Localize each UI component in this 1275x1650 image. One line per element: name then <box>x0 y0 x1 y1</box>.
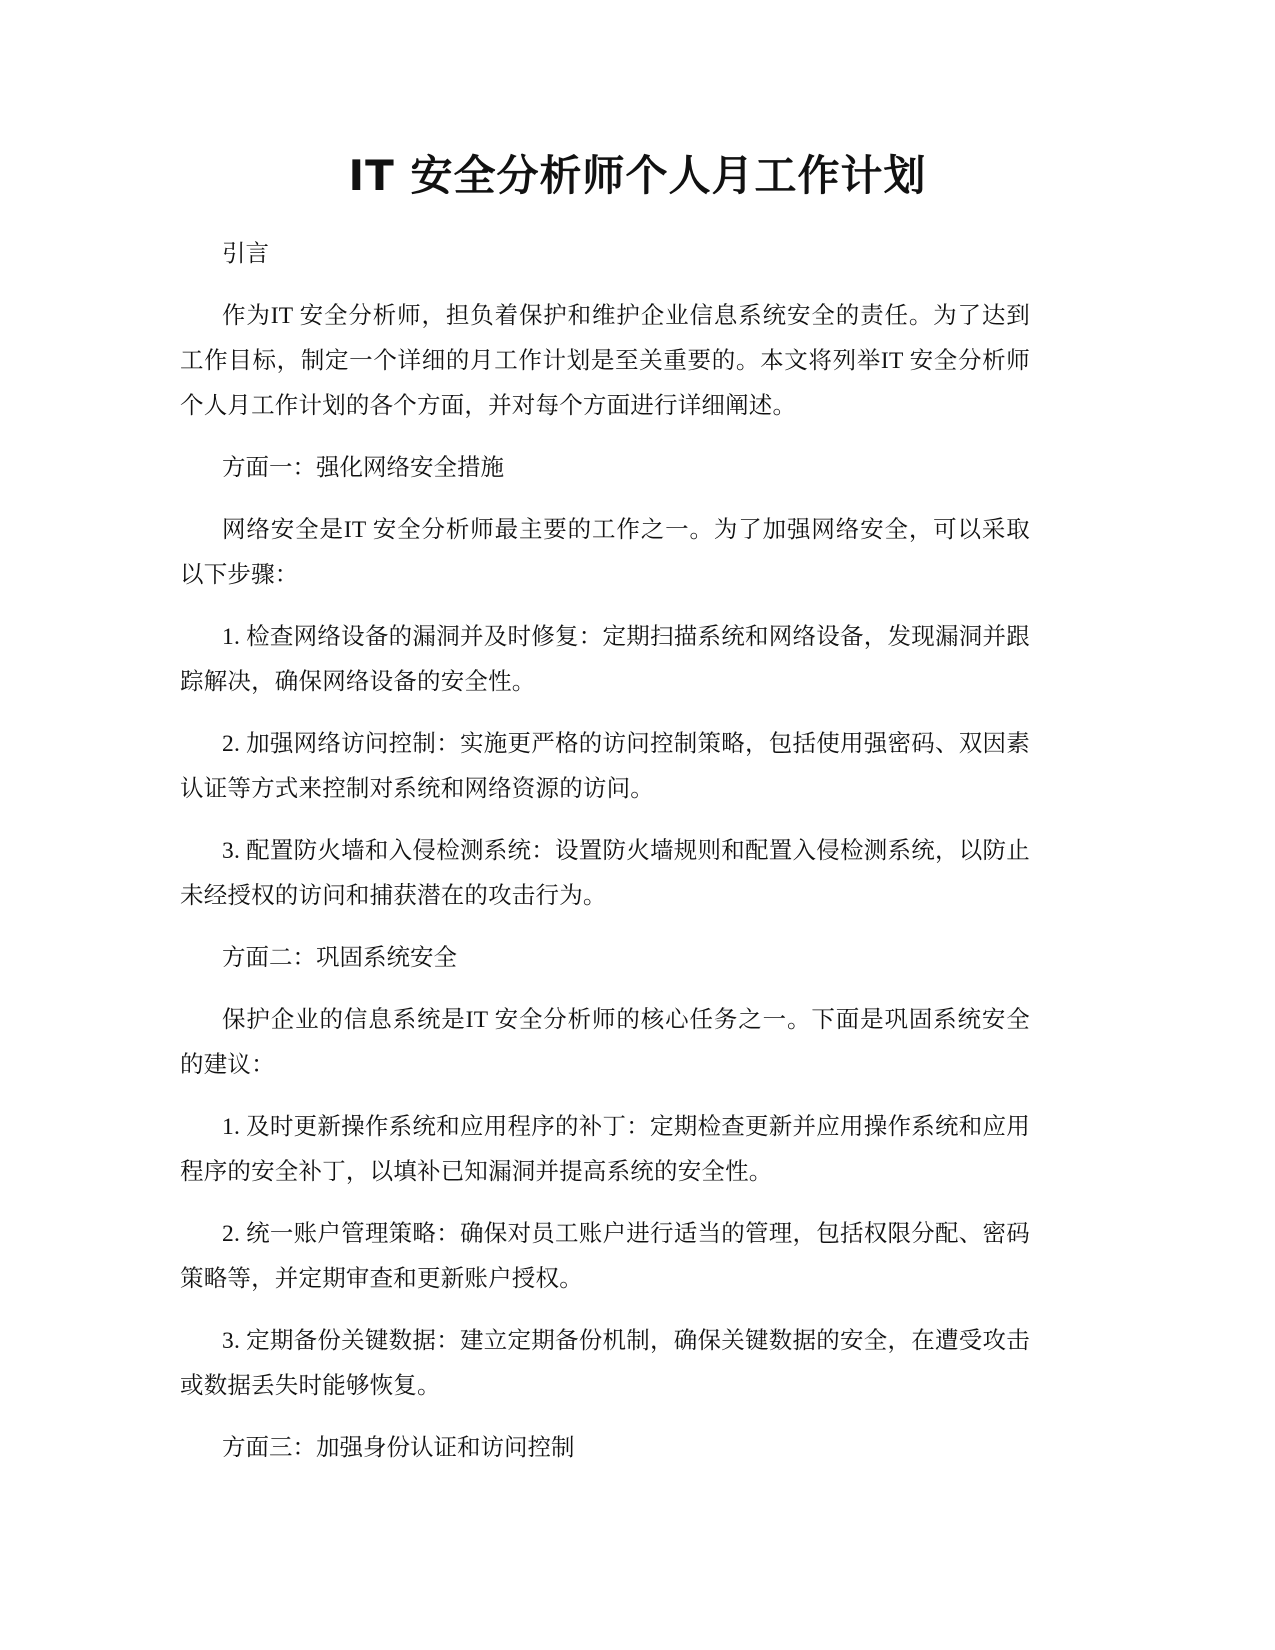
list-item-system-1: 1. 及时更新操作系统和应用程序的补丁：定期检查更新并应用操作系统和应用程序的安全补丁，以填补已知漏洞并提高系统的安全性。 <box>180 1114 1030 1185</box>
list-item-network-3: 3. 配置防火墙和入侵检测系统：设置防火墙规则和配置入侵检测系统，以防止未经授权的访问和捕获潜在的攻击行为。 <box>180 838 1030 909</box>
section-heading-system-security: 方面二：巩固系统安全 <box>222 945 457 971</box>
section-heading-identity-access: 方面三：加强身份认证和访问控制 <box>222 1435 575 1461</box>
section-heading-intro: 引言 <box>222 241 269 267</box>
paragraph-system-security-intro: 保护企业的信息系统是IT 安全分析师的核心任务之一。下面是巩固系统安全的建议： <box>180 1007 1030 1078</box>
list-item-network-2: 2. 加强网络访问控制：实施更严格的访问控制策略，包括使用强密码、双因素认证等方式来控制对系统和网络资源的访问。 <box>180 731 1030 802</box>
paragraph-network-security-intro: 网络安全是IT 安全分析师最主要的工作之一。为了加强网络安全，可以采取以下步骤： <box>180 517 1030 588</box>
document-body <box>180 232 1030 1488</box>
document-title: IT 安全分析师个人月工作计划 <box>348 151 927 200</box>
list-item-system-2: 2. 统一账户管理策略：确保对员工账户进行适当的管理，包括权限分配、密码策略等，并定期审查和更新账户授权。 <box>180 1221 1030 1292</box>
paragraph-intro: 作为IT 安全分析师，担负着保护和维护企业信息系统安全的责任。为了达到工作目标，制定一个详细的月工作计划是至关重要的。本文将列举IT 安全分析师个人月工作计划的各个方面，并对每个方面进行详细阐述。 <box>180 303 1030 419</box>
list-item-network-1: 1. 检查网络设备的漏洞并及时修复：定期扫描系统和网络设备，发现漏洞并跟踪解决，确保网络设备的安全性。 <box>180 624 1030 695</box>
section-heading-network-security: 方面一：强化网络安全措施 <box>222 455 504 481</box>
list-item-system-3: 3. 定期备份关键数据：建立定期备份机制，确保关键数据的安全，在遭受攻击或数据丢失时能够恢复。 <box>180 1328 1030 1399</box>
